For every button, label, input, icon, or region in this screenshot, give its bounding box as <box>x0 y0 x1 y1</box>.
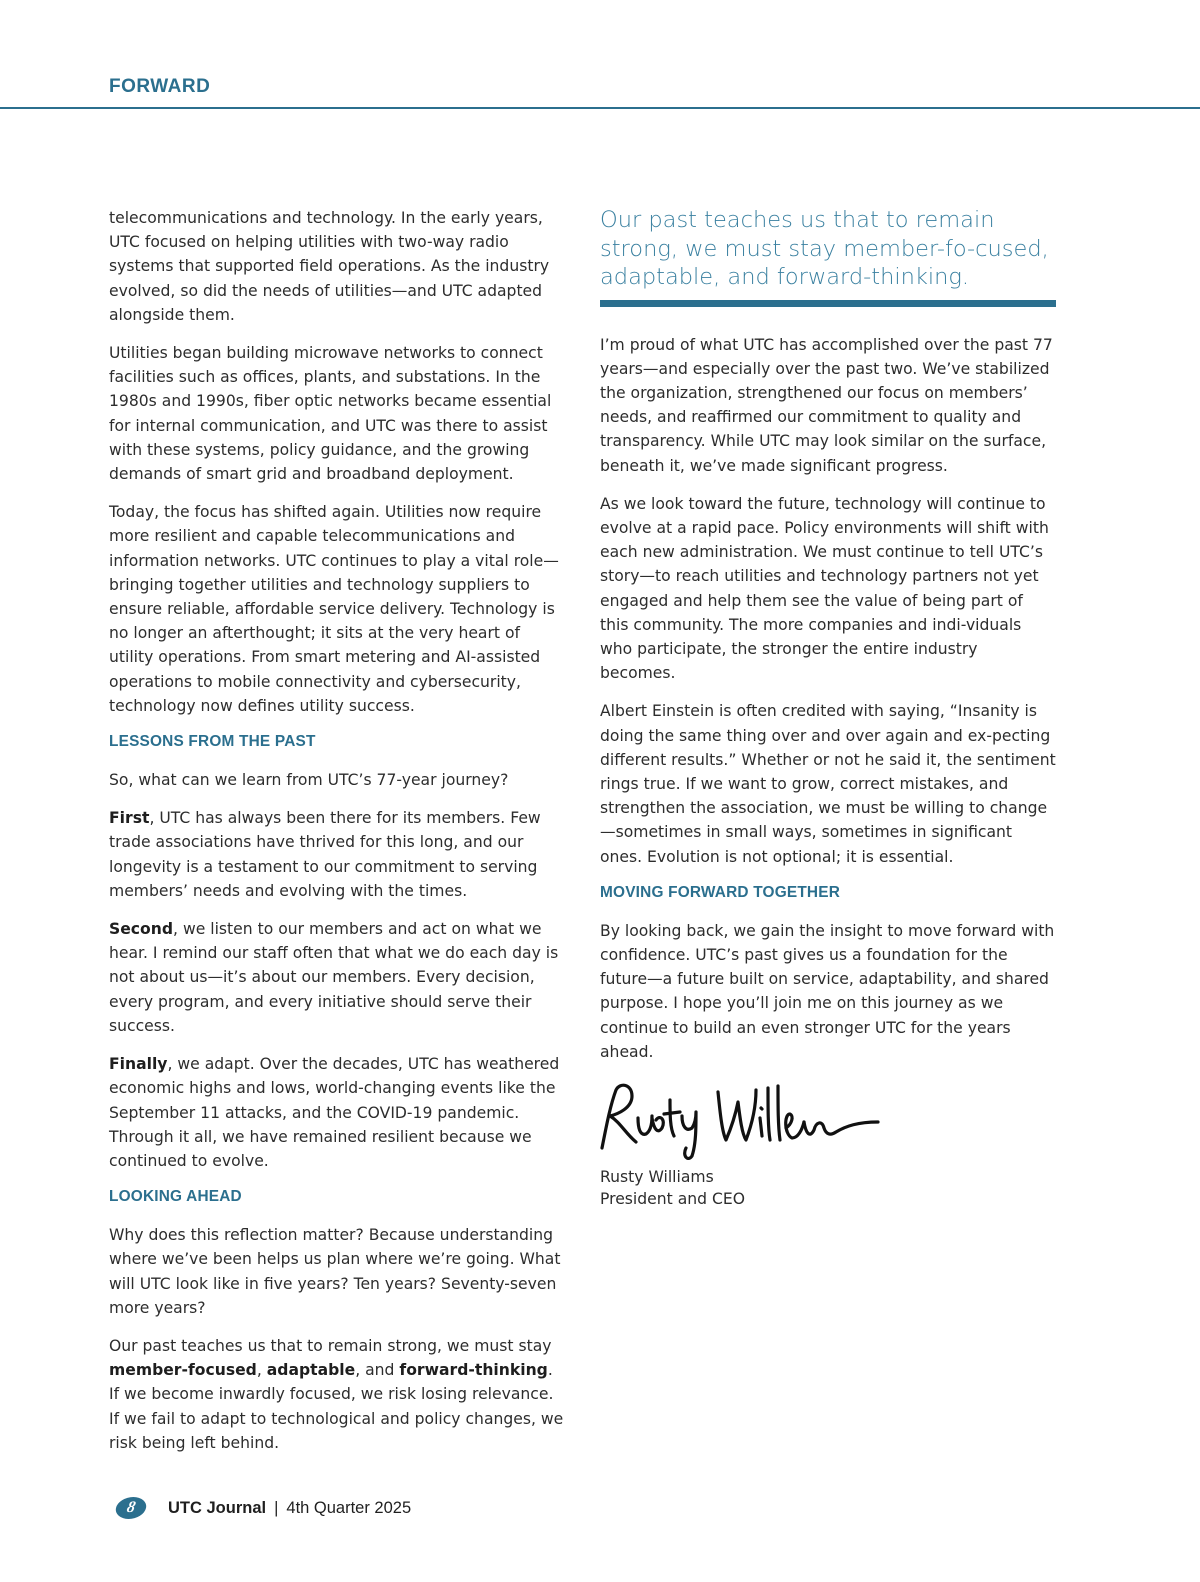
paragraph-text: . If we become inwardly focused, we risk losing relevance. If we fail to adapt to technological and policy changes, we risk being left behind. <box>109 1361 564 1452</box>
page-number-badge: 8 <box>114 1497 149 1519</box>
subhead-ahead: LOOKING AHEAD <box>109 1188 242 1206</box>
paragraph-text: , and <box>355 1361 400 1380</box>
page-footer <box>116 1494 411 1522</box>
lead-word: Finally <box>109 1055 168 1074</box>
paragraph: Today, the focus has shifted again. Utilities now require more resilient and capable telecommunications and information networks. UTC continues to play a vital role—bringing together utilities and technology suppliers to ensure reliable, affordable service delivery. Technology is no longer an afterthought; it sits at the very heart of utility operations. From smart metering and AI-assisted operations to mobile connectivity and cybersecurity, technology now defines utility success. <box>109 503 559 715</box>
paragraph: telecommunications and technology. In the early years, UTC focused on helping utilities with two-way radio systems that supported field operations. As the industry evolved, so did the needs of utilities—and UTC adapted alongside them. <box>109 209 550 324</box>
paragraph <box>109 917 567 1038</box>
paragraph-text: , <box>256 1361 267 1380</box>
paragraph: By looking back, we gain the insight to move forward with confidence. UTC’s past gives us a foundation for the future—a future built on service, adaptability, and shared purpose. I hope you’ll join me on this journey as we continue to build an even stronger UTC for the years ahead. <box>600 921 1055 1061</box>
emphasis: forward-thinking <box>399 1361 548 1380</box>
paragraph <box>109 806 567 903</box>
emphasis: adaptable <box>266 1361 356 1380</box>
paragraph: Utilities began building microwave networks to connect facilities such as offices, plants, and substations. In the 1980s and 1990s, fiber optic networks became essential for internal communication, and UTC was there to assist with these systems, policy guidance, and the growing demands of smart grid and broadband deployment. <box>109 344 552 484</box>
signer-name: Rusty Williams <box>600 1167 714 1186</box>
paragraph-text: , UTC has always been there for its members. Few trade associations have thrived for this long, and our longevity is a testament to our commitment to serving members’ needs and evolving with the times. <box>109 809 541 900</box>
signer-title: President and CEO <box>600 1189 746 1208</box>
left-column <box>109 206 567 1469</box>
journal-name: UTC Journal <box>168 1498 267 1517</box>
paragraph <box>109 1334 567 1455</box>
lead-word: Second <box>109 920 174 939</box>
paragraph: Albert Einstein is often credited with saying, “Insanity is doing the same thing over and over again and ex-pecting different results.” Whether or not he said it, the sentiment rings true. If we want to grow, correct mistakes, and strengthen the association, we must be willing to change—sometimes in small ways, sometimes in significant ones. Evolution is not optional; it is essential. <box>600 702 1056 866</box>
footer-separator: | <box>274 1498 279 1517</box>
pull-quote-rule <box>600 300 1056 307</box>
right-column <box>600 206 1056 1210</box>
signature-icon <box>596 1078 886 1160</box>
paragraph-text: Our past teaches us that to remain strong, we must stay <box>109 1336 552 1355</box>
subhead-moving: MOVING FORWARD TOGETHER <box>600 883 841 901</box>
pull-quote: Our past teaches us that to remain strong, we must stay member-fo-cused, adaptable, and forward-thinking. <box>600 207 1049 290</box>
lead-word: First <box>109 809 150 828</box>
paragraph: I’m proud of what UTC has accomplished over the past 77 years—and especially over the past two. We’ve stabilized the organization, strengthened our focus on members’ needs, and reaffirmed our commitment to quality and transparency. While UTC may look similar on the surface, beneath it, we’ve made significant progress. <box>600 335 1053 475</box>
subhead-lessons: LESSONS FROM THE PAST <box>109 733 316 751</box>
issue-label: 4th Quarter 2025 <box>286 1498 412 1517</box>
section-label: FORWARD <box>109 76 211 97</box>
paragraph-text: , we listen to our members and act on what we hear. I remind our staff often that what we do each day is not about us—it’s about our members. Every decision, every program, and every initiative should serve their success. <box>109 920 559 1035</box>
paragraph-text: , we adapt. Over the decades, UTC has weathered economic highs and lows, world-changing events like the September 11 attacks, and the COVID-19 pandemic. Through it all, we have remained resilient because we continued to evolve. <box>109 1055 560 1170</box>
header-divider <box>0 107 1200 109</box>
paragraph <box>109 1052 567 1173</box>
paragraph: As we look toward the future, technology will continue to evolve at a rapid pace. Policy environments will shift with each new administration. We must continue to tell UTC’s story—to reach utilities and technology partners not yet engaged and help them see the value of being part of this community. The more companies and indi-viduals who participate, the stronger the entire industry becomes. <box>600 494 1049 683</box>
emphasis: member-focused <box>109 1361 257 1380</box>
paragraph: Why does this reflection matter? Because understanding where we’ve been helps us plan where we’re going. What will UTC look like in five years? Ten years? Seventy-seven more years? <box>109 1226 561 1317</box>
paragraph: So, what can we learn from UTC’s 77-year journey? <box>109 771 509 790</box>
